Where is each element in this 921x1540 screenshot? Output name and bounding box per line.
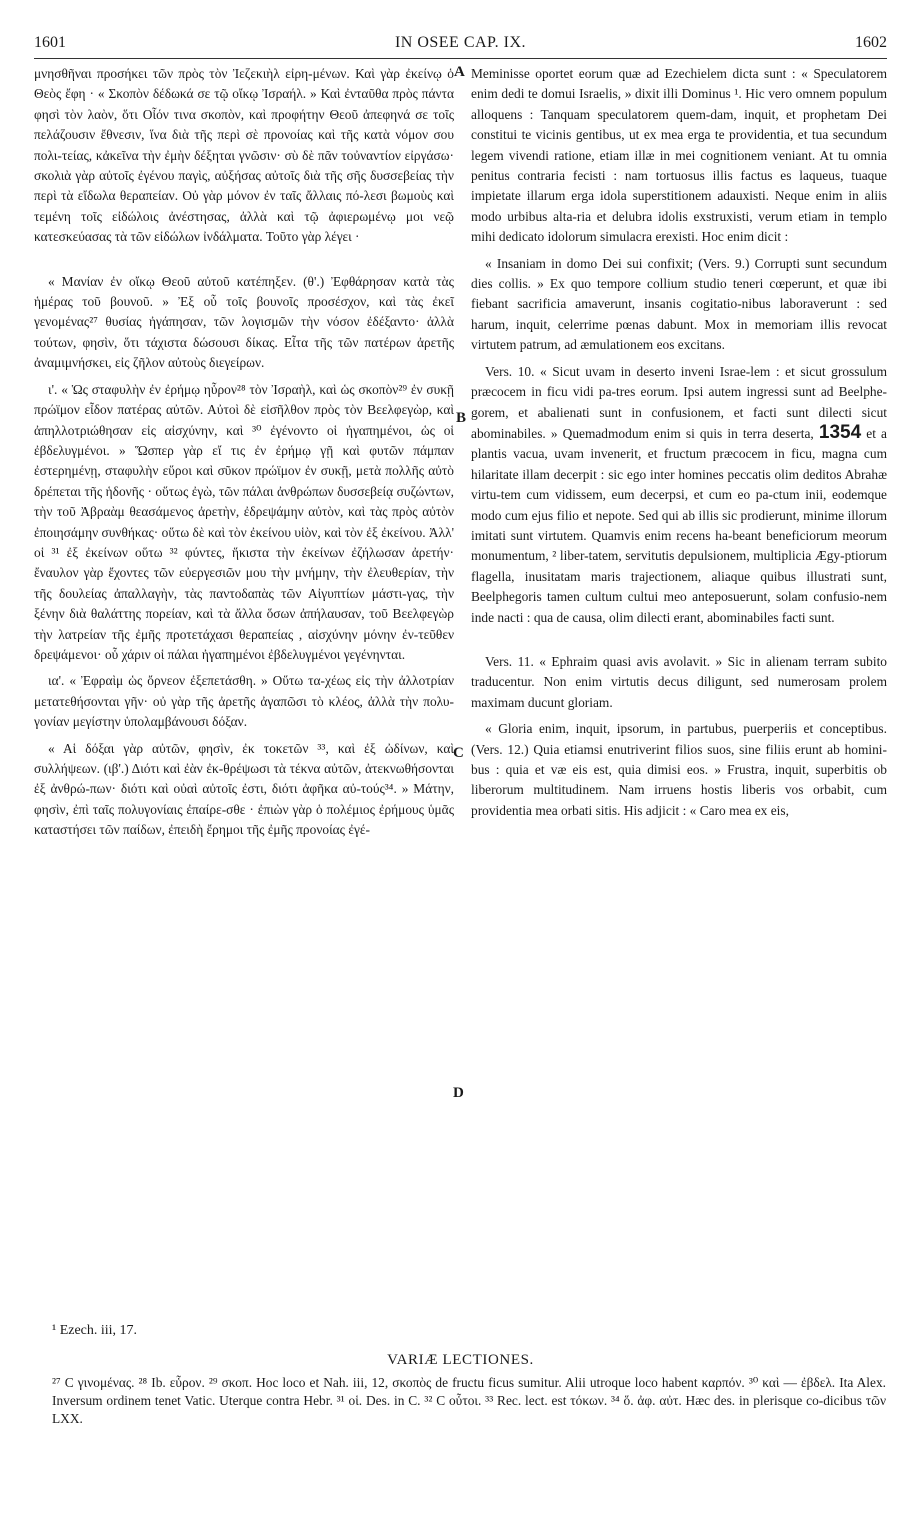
greek-paragraph: « Μανίαν ἐν οἴκῳ Θεοῦ αὐτοῦ κατέπηξεν. (θ'.) Ἐφθάρησαν κατὰ τὰς ἡμέρας τοῦ βουνοῦ. » Ἐξ οὗ τοῖς βουνοῖς προσέσχον, καὶ τὰς ἐκεῖ γενομένας²⁷ θυσίας ἠγάπησαν, τῶν λογισμῶν τὴν νόσον ἐδέξαντο· ἀλλὰ τούτων, φησὶν, ὅτι τάχιστα δώσουσι δίκας. Εἶτα τῆς τῶν πατέρων ἀρετῆς ἀναμιμνήσκει, εἰς ζῆλον αὐτοὺς διεγείρων. (34, 273, 454, 371)
footnote: ¹ Ezech. iii, 17. (52, 1323, 138, 1338)
variae-lectiones-text: ²⁷ C γινομένας. ²⁸ Ib. εὗρον. ²⁹ σκοπ. Hoc loco et Nah. iii, 12, σκοπὸς de fructu ficus sumitur. Alii utroque loco habent καρπόν. ³⁰ καὶ — ἐβδελ. Ita Alex. Inversum ordinem tenet Vatic. Uterque contra Hebr. ³¹ οἱ. Des. in C. ³² C οὗτοι. ³³ Rec. lect. est τόκων. ³⁴ ὅ. ἀφ. αὐτ. Hæc des. in plerisque co-dicibus τῶν LXX. (52, 1375, 886, 1426)
section-marker-a: A (454, 64, 465, 80)
running-header (34, 34, 887, 54)
section-marker-c: C (453, 745, 464, 761)
greek-paragraph: « Αἱ δόξαι γὰρ αὐτῶν, φησὶν, ἐκ τοκετῶν ³³, καὶ ἐξ ὠδίνων, καὶ συλλήψεων. (ιβ'.) Διότι καὶ ἐὰν ἐκ-θρέψωσι τὰ τέκνα αὐτῶν, ἀτεκνωθήσονται ἐξ ἀνθρώ-πων· διότι καὶ οὐαὶ αὐτοῖς ἐστι, διότι ἀφῆκα αὐ-τούς³⁴. » Μάτην, φησὶν, ἐπὶ ταῖς πολυγονίαις ἐπαίρε-σθε · ἐπιὼν γὰρ ὁ πολέμιος ἐρήμους ὑμᾶς καταστήσει τῶν παίδων, ἐπειδὴ ἔρημοι τῆς ἐμῆς προνοίας ἐγέ- (34, 740, 454, 838)
page-number-right: 1602 (855, 34, 887, 51)
header-rule (34, 58, 887, 59)
section-marker-d: D (453, 1085, 464, 1101)
latin-paragraph: « Insaniam in domo Dei sui confixit; (Vers. 9.) Corrupti sunt secundum dies collis. » Ex quo tempore collium studio teneri cœperunt, et quæ ibi fiebant sacrificia amaverunt, insanis cogitatio-nibus laboraverunt : sed harum, inquit, celerrime pœnas dabunt. Mox in memoriam illis revocat virtutem patrum, ad æmulationem eos excitans. (471, 255, 887, 353)
latin-paragraph: Vers. 11. « Ephraim quasi avis avolavit. » Sic in alienam terram subito traducentur. Non enim virtutis decus diligunt, sed numerosam prolem maximam ducunt gloriam. (471, 653, 887, 710)
latin-text: et a plantis vacua, uvam invenerit, et fructum præcocem in ficu, magna cum hilaritate illam decerpit : sic ego inter homines peccatis olim deditos Abrahæ virtu-tem cum vidissem, eum decerpsi, et cum eo pa-ctum inii, eodemque modo cum ejus filio et nepote. Sed qui ab illis sic prodierunt, minime illorum imitati sunt virtutem. Quamvis enim recens ha-beant beneficiorum meorum monumentum, ² liber-tatem, servitutis depulsionem, multiplicia Ægy-ptiorum flagella, inusitatam maris trajectionem, aliaque quibus illustrati sunt, Beelphegoris tamen cultum cultui meo anteposuerunt, solam confusio-nem inde nacti : qua de causa, olim dilecti erant, abominabiles facti sunt. (471, 425, 887, 625)
latin-column (471, 64, 887, 827)
latin-text: Vers. 10. « Sicut uvam in deserto inveni Israe-lem : et sicut grossulum præcocem in ficu vidi pa-tres eorum. Ipsi autem ingressi sunt ad Beelphe-gorem, et abalienati sunt in confusionem, et facti sunt dilecti sicut abominabiles. » Quemadmodum enim si quis in terra deserta, (471, 363, 887, 441)
running-title: IN OSEE CAP. IX. (394, 34, 527, 51)
column-number: 1354 (818, 421, 862, 443)
greek-paragraph: ι'. « Ὡς σταφυλὴν ἐν ἐρήμῳ ηὗρον²⁸ τὸν Ἰσραὴλ, καὶ ὡς σκοπὸν²⁹ ἐν συκῇ πρώϊμον εἶδον πατέρας αὐτῶν. Αὐτοὶ δὲ εἰσῆλθον πρὸς τὸν Βεελφεγὼρ, καὶ ἀπηλλοτριώθησαν εἰς αἰσχύνην, καὶ ³⁰ ἐγένοντο οἱ ἠγαπημένοι, ὡς οἱ ἐβδελυγμένοι. » Ὥσπερ γὰρ εἴ τις ἐν ἐρήμῳ γῇ καὶ φυτῶν πάμπαν ἐστερημένῃ, σταφυλὴν εὕροι καὶ σῦκον πρώϊμον ἐν συκῇ, μετὰ πολλῆς αὐτὸ δρέπεται τῆς ἡδονῆς · οὕτως ἐγὼ, τῶν πάλαι ἀνθρώπων δυσσεβείᾳ συζώντων, τὴν τοῦ Ἀβραὰμ θεασάμενος ἀρετὴν, ἐδρεψάμην αὐτὸν, καὶ τὰς πρὸς αὐτὸν ἐποιησάμην συνθήκας· οὕτω δὲ καὶ τὸν ἐκείνου υἱὸν, καὶ τὸν ἐξ ἐκείνου. Ἀλλ' οἱ ³¹ ἐξ ἐκείνων οὕτω ³² φύντες, ἥκιστα τὴν ἐκείνων ἐζήλωσαν ἀρετήν· ἔναυλον γὰρ ἔχοντες τῶν εὐεργεσιῶν μου τὴν μνήμην, τὴν ἐλευθερίαν, τὴν τῆς δουλείας ἀπαλλαγὴν, τὰς παντοδαπὰς τῶν Αἰγυπτίων μάστι-γας, τὴν ξένην διὰ θαλάττης πορείαν, καὶ τὰ ἄλλα ὅσων ἀπήλαυσαν, τοῦ Βεελφεγὼρ τὴν λατρείαν τῆς ἐμῆς προτετάχασι θεραπείας , αἰσχύνην μόνην ἐν-τεῦθεν δρεψάμενοι· οὗ χάριν οἱ πάλαι ἠγαπημένοι ἐβδελυγμένοι γεγένηνται. (34, 381, 454, 662)
greek-paragraph: μνησθῆναι προσήκει τῶν πρὸς τὸν Ἰεζεκιὴλ εἰρη-μένων. Καὶ γὰρ ἐκείνῳ ὁ Θεὸς ἔφη · « Σκοπὸν δέδωκά σε τῷ οἴκῳ Ἰσραήλ. » Καὶ ἐνταῦθα πρὸς πάντα φησὶ τὸν λαὸν, ὅτι Οἷόν τινα σκοπὸν, καὶ προφήτην Θεοῦ ἀπεφηνά σε τοῖς πελάζουσιν ἔθνεσιν, ἵνα διὰ τῆς περὶ σὲ προνοίας καὶ τῆς κατὰ νόμον σου πολι-τείας, κἀκεῖνα τὴν ἐμὴν δέξηται γνῶσιν· σὺ δὲ πᾶν τοὐναντίον εἰργάσω· σκολιὰ γὰρ αὐτοῖς ἐγένου παγὶς, αὐξήσας αὐτοῖς διὰ τῆς σῆς δυσσεβείας τὴν περὶ τὰ εἴδωλα θεραπείαν. Οὐ γὰρ μόνον ἐν ταῖς ἄλλαις πό-λεσι βωμοὺς καὶ τεμένη τοῖς εἰδώλοις ἀνέστησας, ἀλλὰ καὶ τῷ ἀφιερωμένῳ μοι νεῷ κατεσκεύασας τὰ τῶν εἰδώλων ἰνδάλματα. Τοῦτο γὰρ λέγει · (34, 66, 454, 245)
section-marker-b: B (456, 410, 467, 426)
greek-column (34, 64, 454, 847)
latin-paragraph: « Gloria enim, inquit, ipsorum, in partubus, puerperiis et conceptibus. (Vers. 12.) Quia etiamsi enutriverint filios suos, sine filiis erunt ab homini-bus : quia et væ eis est, quia dimisi eos. » Frustra, inquit, superbitis ob liberorum multitudinem. Nam irruens hostis liberis vos orbabit, cum providentia mea orbati sitis. His adjicit : « Caro mea ex eis, (471, 721, 887, 818)
page-number-left: 1601 (34, 34, 66, 51)
latin-paragraph: Meminisse oportet eorum quæ ad Ezechielem dicta sunt : « Speculatorem enim dedi te domui Israelis, » dixit illi Dominus ¹. Hic vero omnem populum alloquens : Tanquam speculatorem quem-dam, inquit, et prophetam Dei constitui te vicinis gentibus, ut ex mea erga te providentia, et tua secundum legem vivendi ratione, etiam illæ in mei cognitionem veniant. At tu omnia penitus contraria fecisti : nam tortuosus illis factus es laqueus, tuaque impietate illarum erga idola superstitionem adauxisti. Neque enim in aliis modo urbibus alta-ria et delubra idolis exstruxisti, verum etiam in templo mihi dedicato idolorum simulacra erexisti. Hoc enim dicit : (471, 66, 887, 245)
latin-paragraph (471, 362, 887, 628)
variae-lectiones-title: VARIÆ LECTIONES. (387, 1352, 534, 1368)
greek-paragraph: ια'. « Ἐφραὶμ ὡς ὄρνεον ἐξεπετάσθη. » Οὕτω τα-χέως εἰς τὴν ἀλλοτρίαν μετατεθήσονται γῆν· οὐ γὰρ τῆς ἀρετῆς ἀγαπῶσι τὸ κλέος, ἀλλὰ τὴν πολυ-γονίαν μεγίστην ὑπολαμβάνουσι δόξαν. (34, 673, 454, 730)
